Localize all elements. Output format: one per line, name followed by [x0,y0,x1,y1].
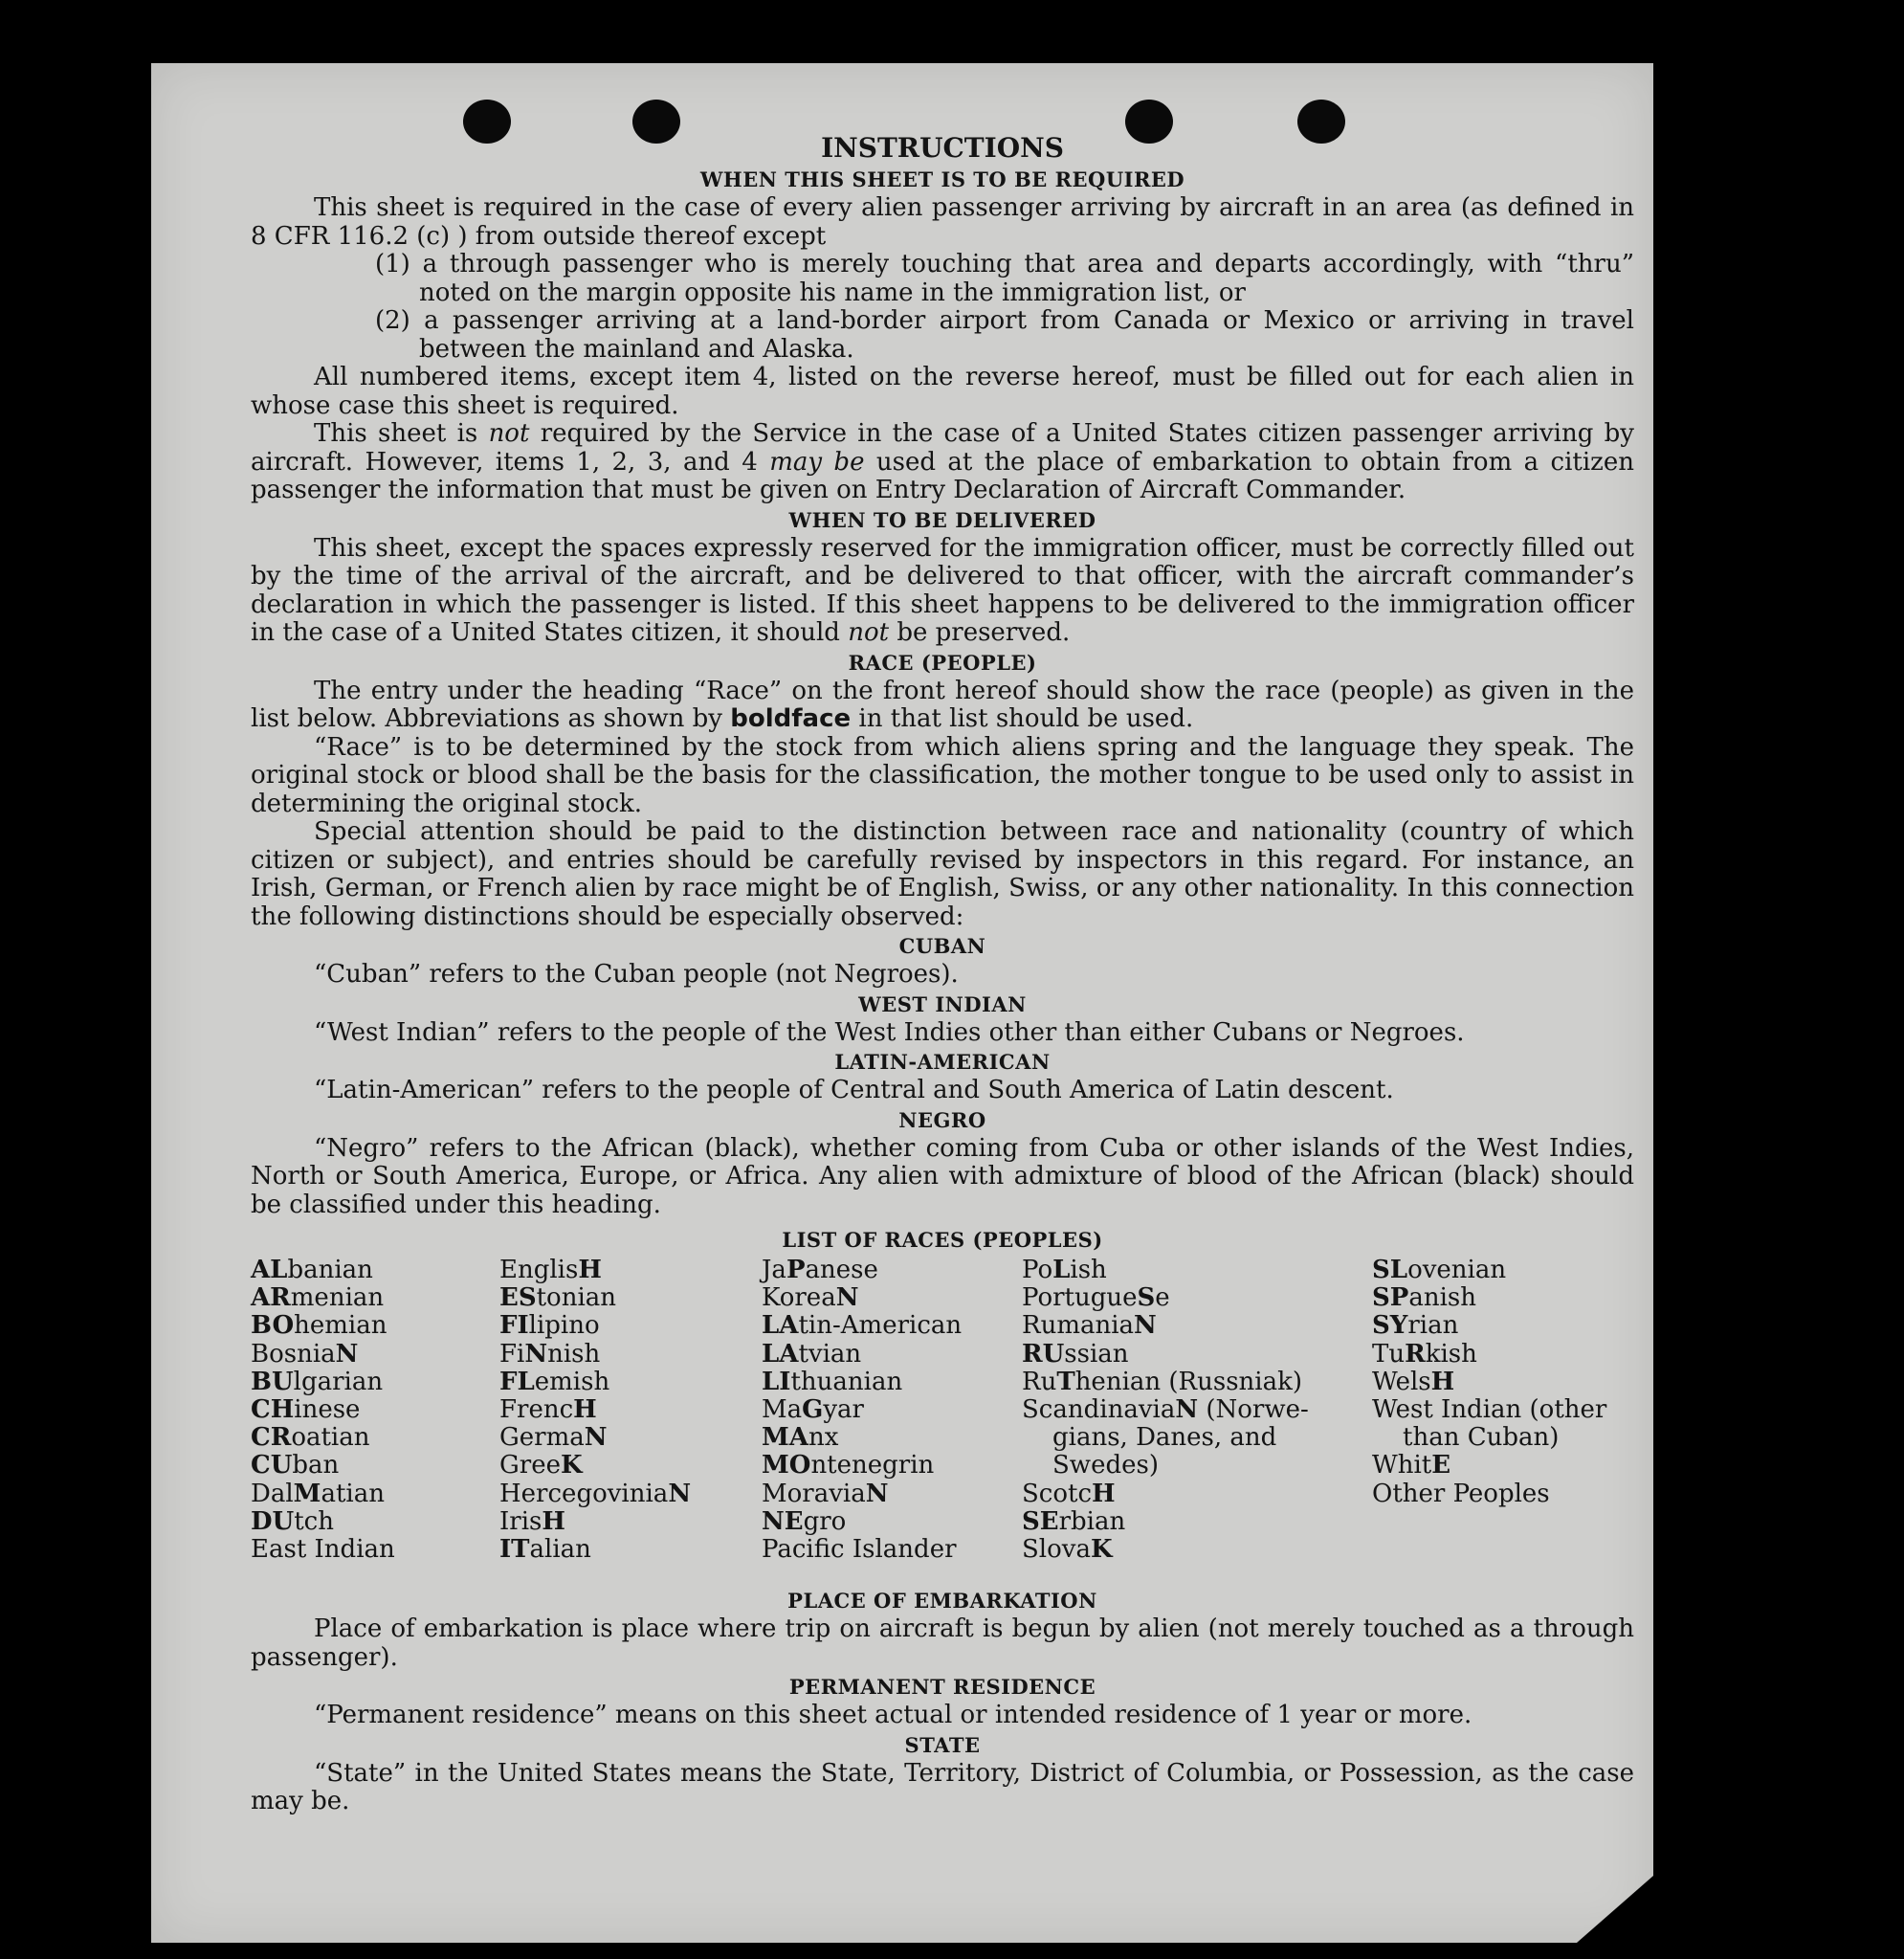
race-list-item: FLemish [499,1367,610,1396]
race-list-item: West Indian (other [1372,1395,1607,1425]
race-list-item: gians, Danes, and [1052,1423,1277,1453]
race-list-item: MaGyar [762,1395,864,1425]
races-list [251,1257,1634,1586]
race-list-item: MOntenegrin [762,1451,935,1480]
race-list-item: GermaN [499,1423,608,1453]
race-list-item: EStonian [499,1283,617,1313]
race-list-item: KoreaN [762,1283,859,1313]
section-heading-races-list: LIST OF RACES (PEOPLES) [782,1228,1103,1252]
paragraph: “Permanent residence” means on this sheet actual or intended residence of 1 year or more. [314,1701,1472,1729]
race-list-item: ARmenian [251,1283,385,1313]
race-list-item: East Indian [251,1535,395,1565]
race-list-item: EnglisH [499,1256,602,1284]
instructions-text [251,132,1634,1816]
race-list-item: ScandinaviaN (Norwe- [1022,1395,1309,1425]
section-heading-cuban: CUBAN [898,934,986,958]
paragraph: Place of embarkation is place where trip on aircraft is begun by alien (not merely touched as a through passenger). [251,1614,1634,1672]
race-list-item: BUlgarian [251,1367,384,1396]
paragraph: This sheet is not required by the Service in the case of a United States citizen passenger arriving by aircraft. However, items 1, 2, 3, and 4 may be used at the place of embarkation to obtain from a citizen passenger the information that must be given on Entry Declaration of Aircraft Commander. [251,419,1635,504]
race-list-item: SErbian [1022,1506,1126,1536]
race-list-item: LAtvian [762,1339,862,1369]
race-list-item: CHinese [251,1395,361,1425]
race-list-item: NEgro [762,1506,847,1536]
race-list-item: CUban [251,1451,340,1480]
race-list-item: SPanish [1372,1283,1476,1313]
race-list-item: RuThenian (Russniak) [1022,1367,1303,1396]
race-list-item: SLovenian [1372,1256,1507,1284]
section-heading-embarkation: PLACE OF EMBARKATION [787,1589,1097,1613]
race-list-item: LIthuanian [762,1367,903,1396]
document-sheet [151,63,1653,1943]
race-list-item: SlovaK [1022,1535,1113,1565]
race-list-item: JaPanese [762,1256,878,1284]
race-list-item: SYrian [1372,1311,1459,1341]
race-list-item: WelsH [1372,1367,1455,1396]
paragraph: This sheet is required in the case of every alien passenger arriving by aircraft in an area (as defined in 8 CFR 116.2 (c) ) from outside thereof except [251,193,1634,251]
race-list-item: Other Peoples [1372,1479,1550,1508]
race-list-item: ALbanian [251,1256,373,1284]
section-heading-residence: PERMANENT RESIDENCE [788,1675,1096,1699]
paragraph: All numbered items, except item 4, listed on the reverse hereof, must be filled out for each alien in whose case this sheet is required. [251,363,1634,420]
folded-corner [1577,1876,1653,1943]
page-title: INSTRUCTIONS [821,132,1064,164]
race-list-item: FIlipino [499,1311,600,1341]
section-heading-delivered: WHEN TO BE DELIVERED [788,507,1096,532]
race-list-item: PortugueSe [1022,1283,1170,1313]
races-column-2 [499,1257,691,1564]
race-list-item: Pacific Islander [762,1535,957,1565]
race-list-item: BosniaN [251,1339,359,1369]
race-list-item: PoLish [1022,1256,1107,1284]
race-list-item: TuRkish [1372,1339,1477,1369]
race-list-item: FiNnish [499,1339,601,1369]
section-heading-negro: NEGRO [898,1107,986,1132]
paragraph: This sheet, except the spaces expressly reserved for the immigration officer, must be correctly filled out by the time of the arrival of the aircraft, and be delivered to that officer, with the aircraft commander’s declaration in which the passenger is listed. If this sheet happens to be delivered to the immigration officer in the case of a United States citizen, it should not be preserved. [251,533,1634,647]
race-list-item: RumaniaN [1022,1311,1157,1341]
race-list-item: GreeK [499,1451,583,1480]
paragraph: “State” in the United States means the State, Territory, District of Columbia, or Possession, as the case may be. [251,1758,1634,1815]
race-list-item: IrisH [499,1506,565,1536]
race-list-item: ScotcH [1022,1479,1116,1508]
race-list-item: LAtin-American [762,1311,963,1341]
section-heading-west-indian: WEST INDIAN [858,991,1027,1016]
paragraph: The entry under the heading “Race” on the front hereof should show the race (people) as given in the list below. Abbreviations as shown by boldface in that list should be used. [251,676,1634,733]
race-list-item: RUssian [1022,1339,1129,1369]
paragraph: “Race” is to be determined by the stock from which aliens spring and the language they speak. The original stock or blood shall be the basis for the classification, the mother tongue to be used only to assist in determining the original stock. [251,732,1634,818]
paragraph: “Cuban” refers to the Cuban people (not Negroes). [314,960,959,989]
race-list-item: ITalian [499,1535,591,1565]
section-heading-latin-american: LATIN-AMERICAN [834,1050,1051,1074]
section-heading-race: RACE (PEOPLE) [848,650,1037,675]
races-column-5 [1372,1257,1606,1508]
race-list-item: FrencH [499,1395,597,1425]
races-column-4 [1022,1257,1309,1564]
paragraph: Special attention should be paid to the distinction between race and nationality (country of which citizen or subject), and entries should be carefully revised by inspectors in this regard. For instance, an Irish, German, or French alien by race might be of English, Swiss, or any other nationality. In this connection the following distinctions should be especially observed: [251,817,1634,931]
race-list-item: MoraviaN [762,1479,889,1508]
paragraph: “West Indian” refers to the people of the West Indies other than either Cubans or Negroes. [314,1017,1465,1047]
races-column-3 [762,1257,962,1564]
section-heading-state: STATE [904,1732,981,1757]
race-list-item: BOhemian [251,1311,387,1341]
section-heading-required: WHEN THIS SHEET IS TO BE REQUIRED [699,167,1185,191]
race-list-item: than Cuban) [1403,1423,1560,1453]
race-list-item: MAnx [762,1423,839,1453]
list-item-1: (1) a through passenger who is merely touching that area and departs accordingly, with “thru” noted on the margin opposite his name in the immigration list, or [375,250,1634,307]
paragraph: “Latin-American” refers to the people of Central and South America of Latin descent. [314,1076,1394,1104]
races-column-1 [251,1257,395,1564]
race-list-item: DalMatian [251,1479,385,1508]
paragraph: “Negro” refers to the African (black), whether coming from Cuba or other islands of the West Indies, North or South America, Europe, or Africa. Any alien with admixture of blood of the African (black) should be classified under this heading. [251,1133,1634,1219]
race-list-item: CRoatian [251,1423,370,1453]
race-list-item: HercegoviniaN [499,1479,692,1508]
race-list-item: WhitE [1372,1451,1451,1480]
race-list-item: DUtch [251,1506,334,1536]
list-item-2: (2) a passenger arriving at a land-border airport from Canada or Mexico or arriving in travel between the mainland and Alaska. [375,306,1634,364]
race-list-item: Swedes) [1052,1451,1159,1480]
